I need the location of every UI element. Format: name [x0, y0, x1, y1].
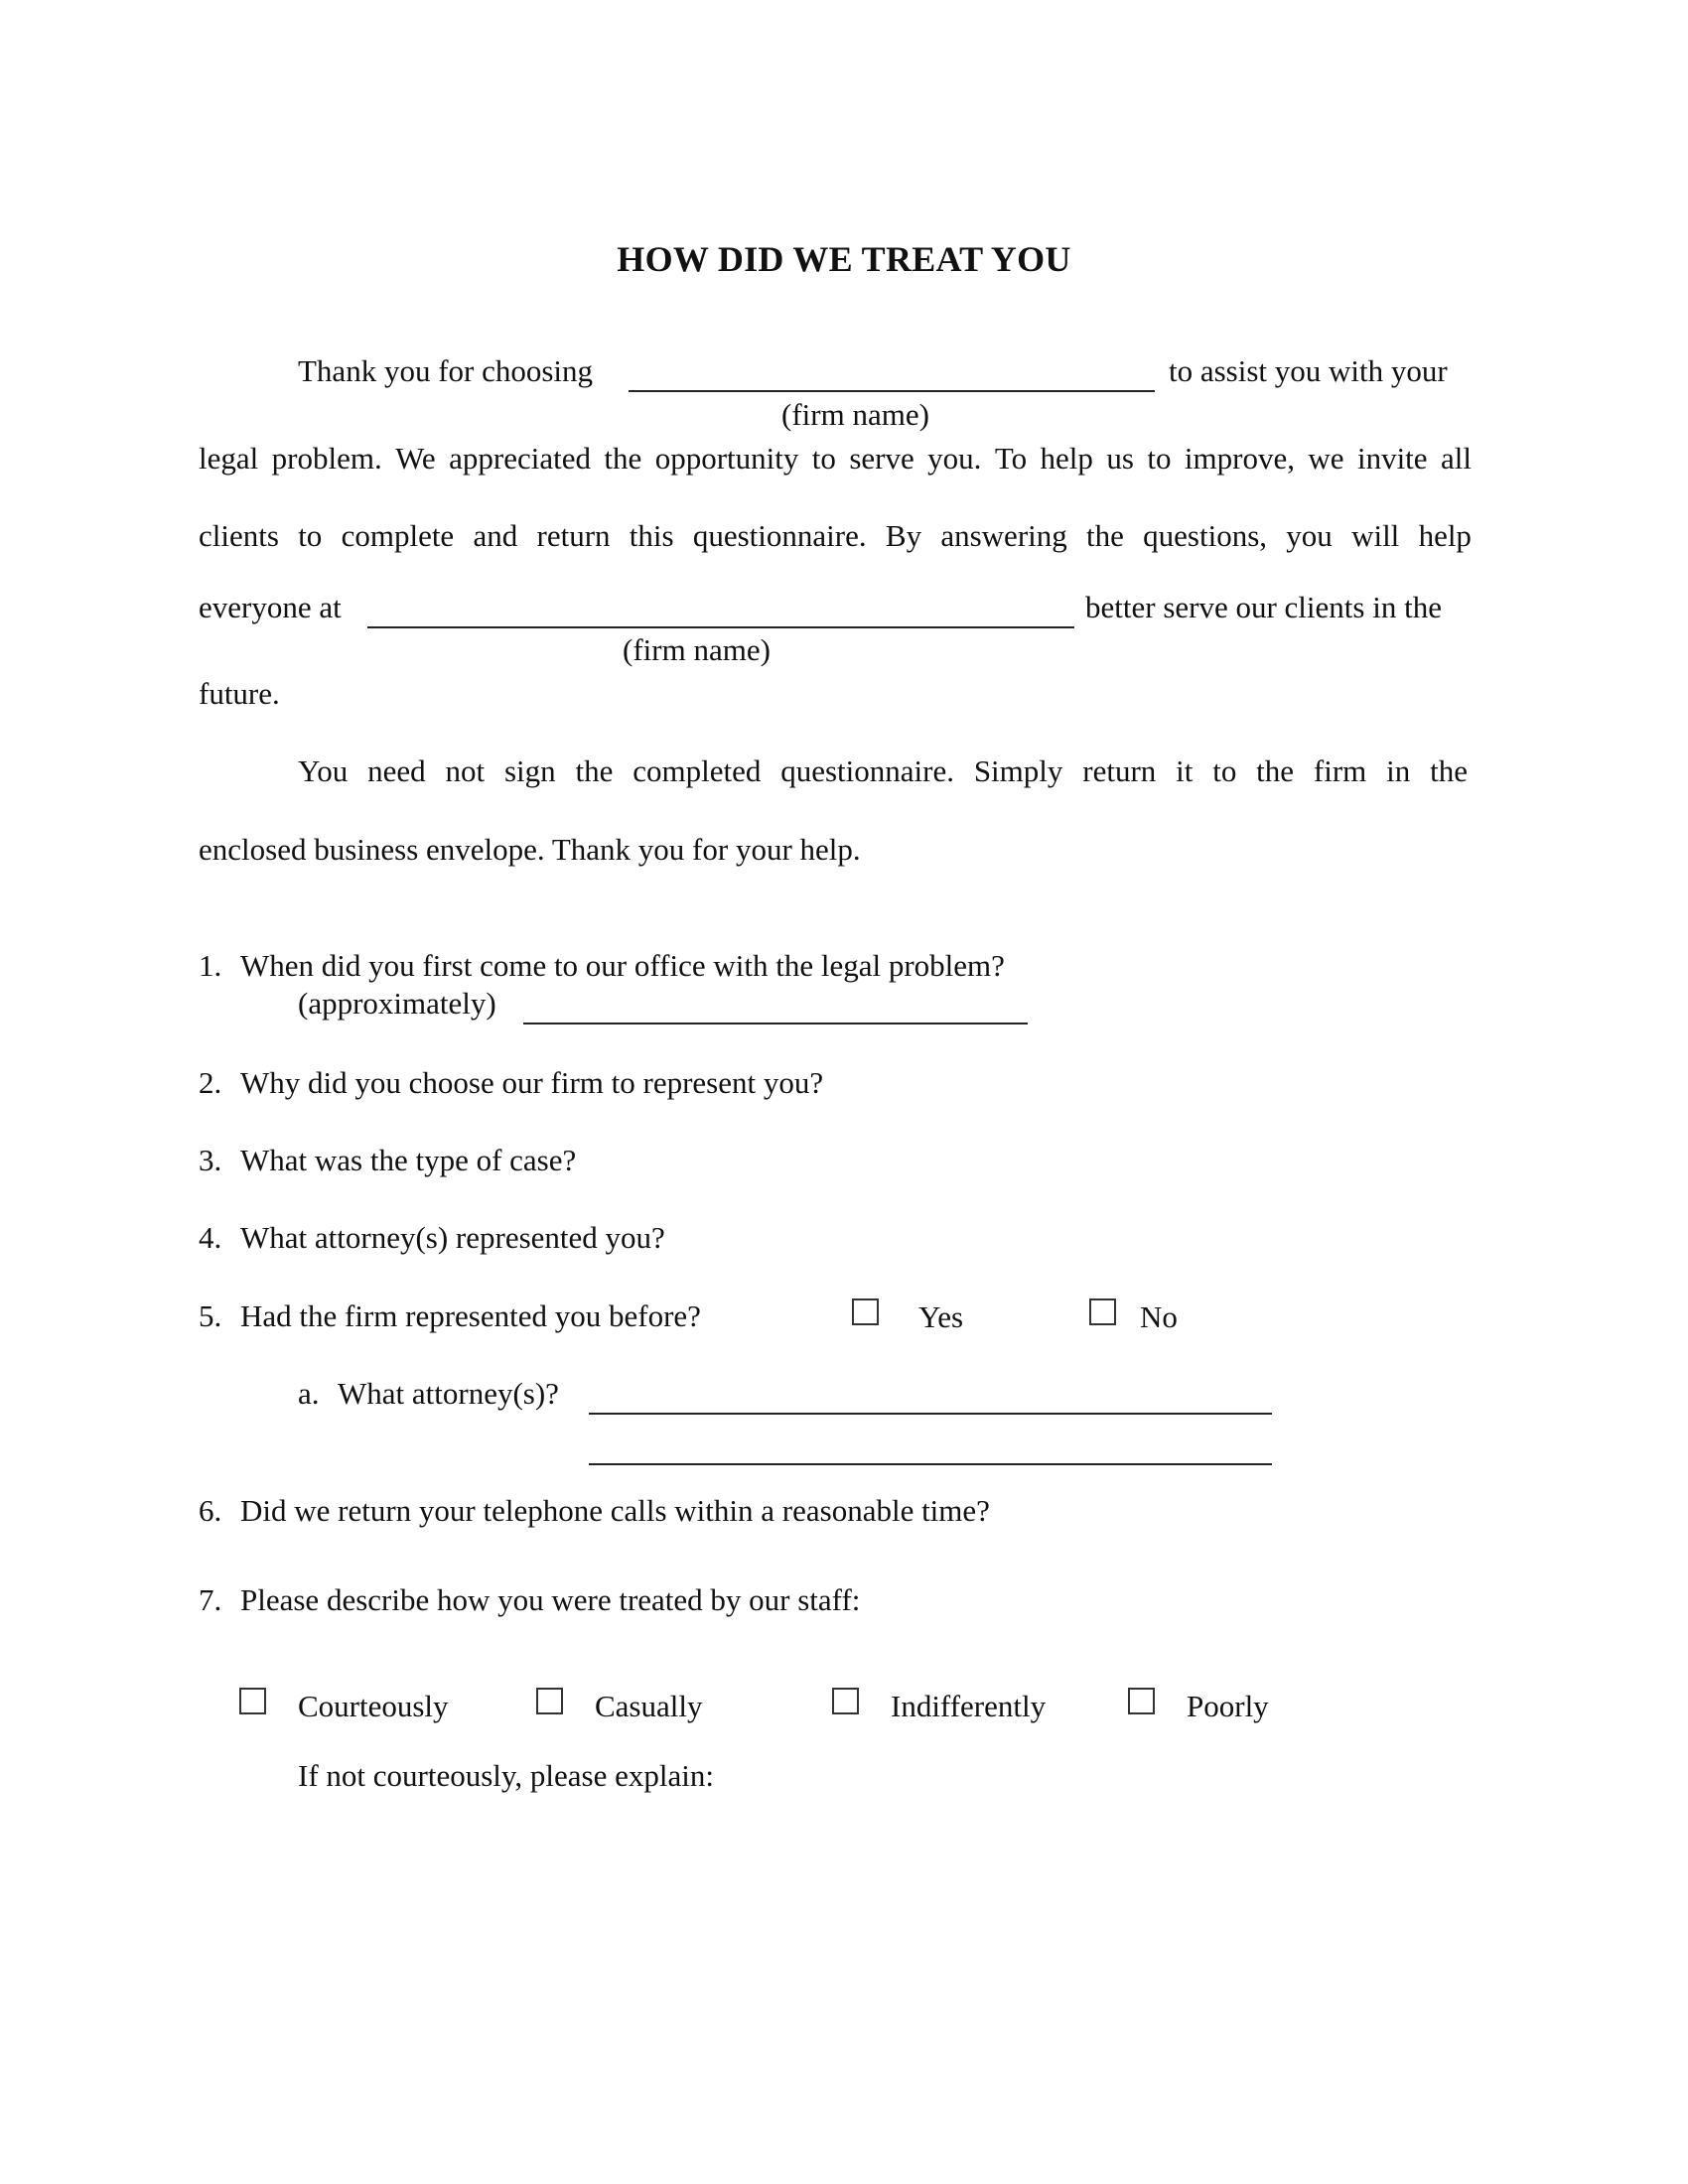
- courteously-label: Courteously: [298, 1689, 449, 1723]
- firm-name-caption-2: (firm name): [623, 632, 771, 667]
- intro-line-3-word: the: [1086, 518, 1124, 553]
- question-4-text: What attorney(s) represented you?: [240, 1220, 665, 1255]
- intro-line-2-word: problem.: [271, 441, 382, 476]
- intro-p2-line-1-word: Simply: [973, 753, 1063, 788]
- question-5a-number: a.: [298, 1376, 320, 1411]
- yes-checkbox[interactable]: [852, 1298, 879, 1325]
- intro-line-3-word: return: [536, 518, 611, 553]
- attorney-answer-line-2[interactable]: [589, 1463, 1272, 1465]
- intro-line-2-word: appreciated: [449, 441, 591, 476]
- intro-p2-line-1-word: return: [1082, 753, 1157, 788]
- intro-line-3-word: complete: [341, 518, 455, 553]
- question-7-number: 7.: [199, 1582, 222, 1617]
- page-title: HOW DID WE TREAT YOU: [617, 239, 1071, 279]
- intro-line-2-word: invite: [1356, 441, 1428, 476]
- casually-label: Casually: [595, 1689, 703, 1723]
- intro-line-2-word: the: [604, 441, 642, 476]
- intro-line-3-word: will: [1351, 518, 1400, 553]
- intro-p2-line-1-word: questionnaire.: [780, 753, 954, 788]
- question-5-text: Had the firm represented you before?: [240, 1298, 701, 1333]
- poorly-label: Poorly: [1187, 1689, 1269, 1723]
- intro-p2-line-1-word: the: [1256, 753, 1295, 788]
- intro-line-2-word: We: [395, 441, 436, 476]
- intro-text-start: Thank you for choosing: [298, 353, 594, 388]
- question-1-number: 1.: [199, 948, 222, 983]
- intro-p2-line-1-word: need: [367, 753, 426, 788]
- intro-line-4-end: better serve our clients in the: [1085, 590, 1442, 624]
- intro-line-2-word: improve,: [1184, 441, 1295, 476]
- intro-line-2-word: legal: [199, 441, 259, 476]
- intro-line-2-word: help: [1040, 441, 1093, 476]
- firm-name-caption-1: (firm name): [781, 397, 929, 432]
- question-3-number: 3.: [199, 1143, 222, 1177]
- question-6-text: Did we return your telephone calls within a reasonable time?: [240, 1493, 990, 1528]
- intro-line-3-word: answering: [940, 518, 1067, 553]
- intro-p2-line-2: enclosed business envelope. Thank you for your help.: [199, 832, 861, 867]
- poorly-checkbox[interactable]: [1128, 1688, 1155, 1714]
- intro-p2-line-1-word: sign: [503, 753, 556, 788]
- indifferently-label: Indifferently: [891, 1689, 1047, 1723]
- intro-line-2-word: us: [1106, 441, 1134, 476]
- intro-line-2-word: opportunity: [654, 441, 799, 476]
- intro-line-3-word: By: [885, 518, 922, 553]
- question-2-text: Why did you choose our firm to represent you?: [240, 1065, 824, 1100]
- intro-text-end: to assist you with your: [1169, 353, 1448, 388]
- intro-p2-line-1-word: not: [445, 753, 486, 788]
- explain-prompt: If not courteously, please explain:: [298, 1758, 714, 1793]
- intro-line-2-word: To: [994, 441, 1028, 476]
- intro-line-3: [199, 520, 1472, 551]
- intro-p2-line-1: [298, 755, 1468, 786]
- intro-p2-line-1-word: completed: [633, 753, 762, 788]
- intro-p2-line-1-word: the: [575, 753, 614, 788]
- question-5a-text: What attorney(s)?: [338, 1376, 559, 1411]
- question-4-number: 4.: [199, 1220, 222, 1255]
- intro-line-3-word: questionnaire.: [692, 518, 867, 553]
- intro-p2-line-1-word: to: [1212, 753, 1237, 788]
- intro-line-2-word: serve: [849, 441, 914, 476]
- intro-line-3-word: questions,: [1143, 518, 1268, 553]
- intro-p2-line-1-word: in: [1386, 753, 1411, 788]
- intro-line-3-word: clients: [199, 518, 279, 553]
- question-3-text: What was the type of case?: [240, 1143, 577, 1177]
- no-label: No: [1140, 1299, 1178, 1334]
- question-1-text: When did you first come to our office with the legal problem?: [240, 948, 1005, 983]
- intro-line-2-word: you.: [927, 441, 982, 476]
- intro-line-3-word: this: [629, 518, 674, 553]
- yes-label: Yes: [918, 1299, 964, 1334]
- casually-checkbox[interactable]: [536, 1688, 563, 1714]
- question-6-number: 6.: [199, 1493, 222, 1528]
- intro-line-3-word: and: [473, 518, 518, 553]
- question-7-text: Please describe how you were treated by our staff:: [240, 1582, 861, 1617]
- question-1-answer-line[interactable]: [523, 1023, 1028, 1024]
- courteously-checkbox[interactable]: [239, 1688, 266, 1714]
- firm-name-blank-2[interactable]: [367, 626, 1074, 628]
- intro-line-2-word: all: [1440, 441, 1472, 476]
- intro-line-2: [199, 443, 1472, 474]
- question-2-number: 2.: [199, 1065, 222, 1100]
- intro-line-3-word: you: [1286, 518, 1333, 553]
- question-1-sub: (approximately): [298, 986, 496, 1021]
- intro-line-5: future.: [199, 676, 280, 711]
- intro-line-2-word: we: [1308, 441, 1344, 476]
- intro-p2-line-1-word: it: [1176, 753, 1194, 788]
- intro-line-2-word: to: [811, 441, 836, 476]
- intro-line-3-word: help: [1418, 518, 1472, 553]
- intro-line-2-word: to: [1147, 441, 1172, 476]
- intro-line-4-start: everyone at: [199, 590, 342, 624]
- intro-p2-line-1-word: firm: [1313, 753, 1367, 788]
- intro-line-3-word: to: [298, 518, 323, 553]
- question-5-number: 5.: [199, 1298, 222, 1333]
- no-checkbox[interactable]: [1089, 1298, 1116, 1325]
- indifferently-checkbox[interactable]: [832, 1688, 859, 1714]
- intro-p2-line-1-word: You: [298, 753, 349, 788]
- attorney-answer-line-1[interactable]: [589, 1413, 1272, 1415]
- firm-name-blank-1[interactable]: [629, 390, 1155, 392]
- intro-p2-line-1-word: the: [1430, 753, 1468, 788]
